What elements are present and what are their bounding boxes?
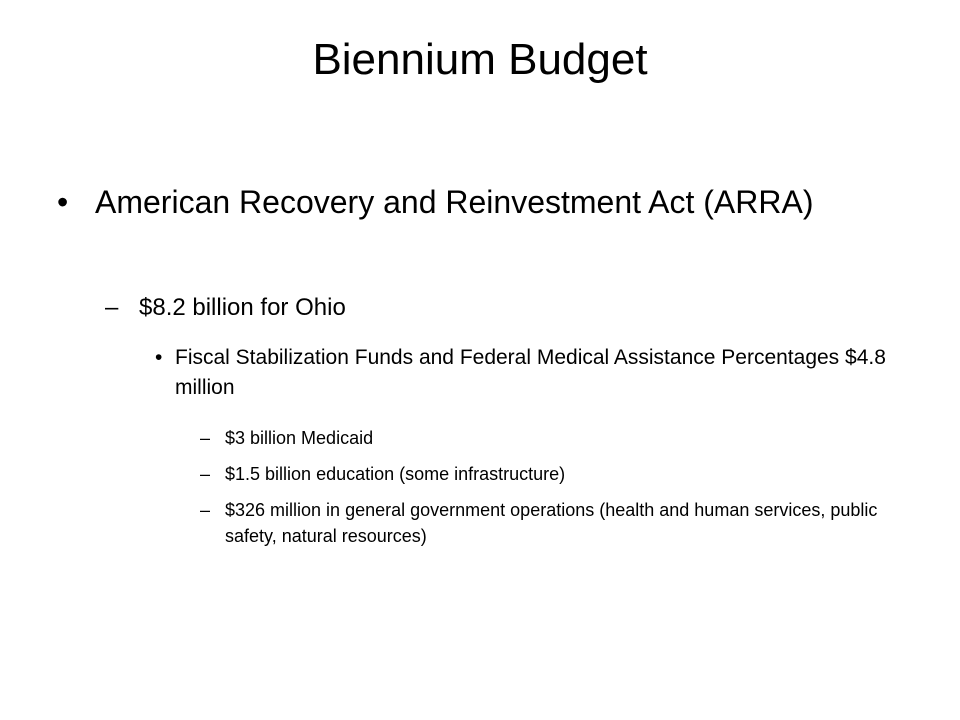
bullet-marker: • <box>57 184 69 220</box>
dash-marker: – <box>200 500 211 520</box>
bullet-level-1-arra <box>57 180 915 224</box>
bullet-text: Fiscal Stabilization Funds and Federal Medical Assistance Percentages $4.8 million <box>175 346 886 399</box>
bullet-level-2-ohio <box>105 291 919 325</box>
bullet-text: $326 million in general government operations (health and human services, public safety, natural resources) <box>225 500 878 546</box>
bullet-level-4-government-operations <box>200 497 915 549</box>
bullet-marker: • <box>155 346 163 369</box>
bullet-level-4-education <box>200 461 915 487</box>
bullet-level-4-medicaid <box>200 425 915 451</box>
bullet-text: $8.2 billion for Ohio <box>139 294 346 321</box>
bullet-level-3-fiscal-stabilization <box>155 343 915 403</box>
bullet-text: $3 billion Medicaid <box>225 428 374 448</box>
dash-marker: – <box>200 428 211 448</box>
slide-title: Biennium Budget <box>312 35 648 84</box>
bullet-text: American Recovery and Reinvestment Act (ARRA) <box>95 184 814 220</box>
bullet-text: $1.5 billion education (some infrastructure) <box>225 464 566 484</box>
dash-marker: – <box>105 294 119 321</box>
dash-marker: – <box>200 464 211 484</box>
